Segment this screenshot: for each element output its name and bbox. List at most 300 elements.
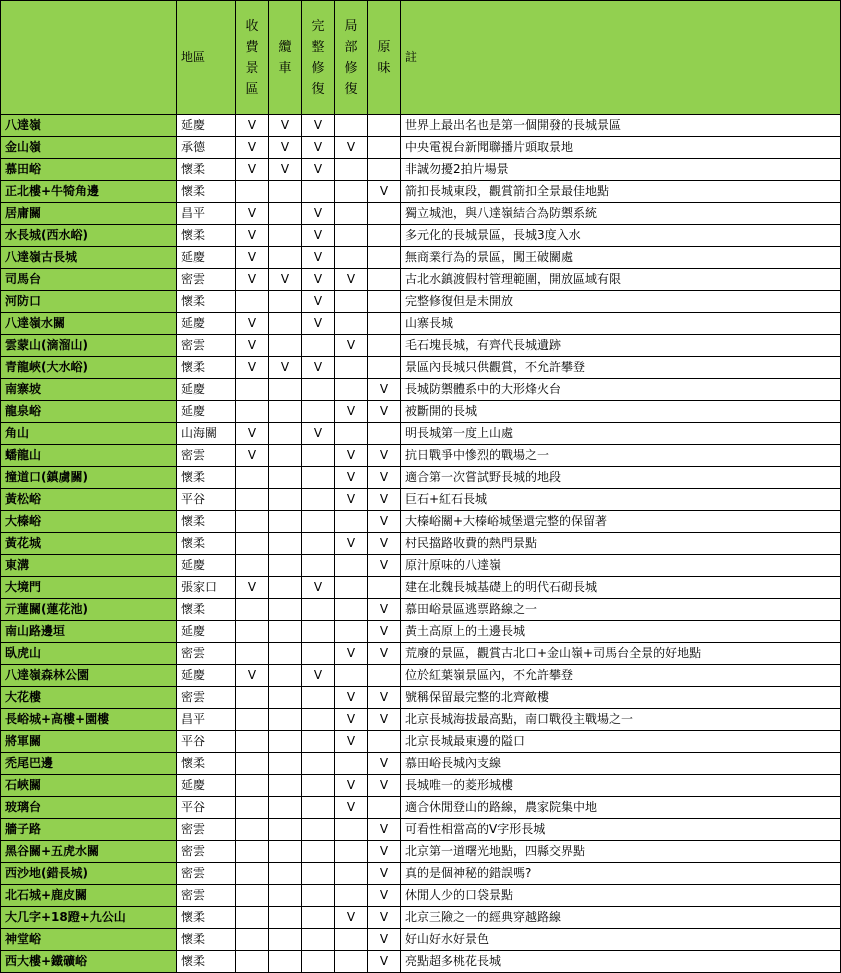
cell-original: V (368, 467, 401, 489)
cell-area: 密雲 (177, 863, 236, 885)
cell-name: 西大樓+鐵礦峪 (1, 951, 177, 973)
header-cable-label: 纜車 (278, 39, 292, 76)
cell-fee: V (236, 357, 269, 379)
cell-original: V (368, 687, 401, 709)
table-row (1, 269, 841, 291)
cell-note: 無商業行為的景區，闖王破關處 (401, 247, 841, 269)
cell-original (368, 423, 401, 445)
cell-partial (335, 885, 368, 907)
cell-name: 玻璃台 (1, 797, 177, 819)
table-row (1, 203, 841, 225)
header-name (1, 1, 177, 115)
cell-original (368, 797, 401, 819)
cell-restored (302, 555, 335, 577)
cell-area: 懷柔 (177, 291, 236, 313)
cell-area: 懷柔 (177, 929, 236, 951)
cell-cable (269, 841, 302, 863)
cell-original: V (368, 379, 401, 401)
cell-area: 延慶 (177, 313, 236, 335)
cell-area: 平谷 (177, 731, 236, 753)
cell-name: 黃松峪 (1, 489, 177, 511)
cell-partial (335, 313, 368, 335)
cell-area: 張家口 (177, 577, 236, 599)
cell-restored (302, 687, 335, 709)
cell-name: 大几字+18蹬+九公山 (1, 907, 177, 929)
cell-fee: V (236, 203, 269, 225)
cell-restored (302, 885, 335, 907)
cell-cable (269, 555, 302, 577)
cell-cable (269, 665, 302, 687)
table-row (1, 181, 841, 203)
cell-area: 延慶 (177, 665, 236, 687)
cell-fee: V (236, 159, 269, 181)
cell-fee (236, 907, 269, 929)
cell-note: 獨立城池，與八達嶺結合為防禦系統 (401, 203, 841, 225)
table-row (1, 225, 841, 247)
cell-name: 大榛峪 (1, 511, 177, 533)
cell-cable (269, 775, 302, 797)
cell-partial: V (335, 445, 368, 467)
cell-partial: V (335, 687, 368, 709)
cell-area: 延慶 (177, 247, 236, 269)
cell-fee: V (236, 577, 269, 599)
cell-note: 荒廢的景區，觀賞古北口+金山嶺+司馬台全景的好地點 (401, 643, 841, 665)
cell-original: V (368, 885, 401, 907)
cell-cable (269, 863, 302, 885)
cell-area: 密雲 (177, 885, 236, 907)
cell-note: 原汁原味的八達嶺 (401, 555, 841, 577)
cell-area: 延慶 (177, 775, 236, 797)
table-row (1, 929, 841, 951)
table-row (1, 137, 841, 159)
cell-area: 延慶 (177, 621, 236, 643)
cell-cable (269, 797, 302, 819)
cell-original (368, 577, 401, 599)
cell-restored (302, 753, 335, 775)
cell-fee: V (236, 445, 269, 467)
cell-original (368, 269, 401, 291)
table-row (1, 445, 841, 467)
cell-original: V (368, 621, 401, 643)
cell-restored (302, 951, 335, 973)
table-row (1, 841, 841, 863)
header-area: 地區 (177, 1, 236, 115)
cell-cable (269, 423, 302, 445)
cell-restored (302, 401, 335, 423)
cell-original: V (368, 951, 401, 973)
cell-original: V (368, 511, 401, 533)
cell-partial: V (335, 797, 368, 819)
cell-name: 居庸關 (1, 203, 177, 225)
cell-area: 懷柔 (177, 181, 236, 203)
cell-original: V (368, 643, 401, 665)
cell-restored (302, 863, 335, 885)
cell-restored (302, 731, 335, 753)
cell-cable (269, 225, 302, 247)
cell-restored: V (302, 577, 335, 599)
cell-note: 世界上最出名也是第一個開發的長城景區 (401, 115, 841, 137)
cell-note: 北京第一道曙光地點，四縣交界點 (401, 841, 841, 863)
header-partial-label: 局部修復 (344, 18, 358, 97)
table-row (1, 797, 841, 819)
cell-restored (302, 599, 335, 621)
cell-name: 正北樓+牛犄角邊 (1, 181, 177, 203)
cell-note: 大榛峪關+大榛峪城堡還完整的保留著 (401, 511, 841, 533)
cell-cable (269, 951, 302, 973)
cell-original (368, 731, 401, 753)
cell-cable (269, 687, 302, 709)
cell-original: V (368, 863, 401, 885)
cell-name: 青龍峽(大水峪) (1, 357, 177, 379)
cell-note: 休閒人少的口袋景點 (401, 885, 841, 907)
cell-note: 毛石塊長城，有齊代長城遺跡 (401, 335, 841, 357)
cell-fee (236, 467, 269, 489)
cell-area: 懷柔 (177, 599, 236, 621)
cell-cable (269, 709, 302, 731)
cell-area: 密雲 (177, 687, 236, 709)
cell-area: 延慶 (177, 555, 236, 577)
cell-cable (269, 731, 302, 753)
cell-fee (236, 643, 269, 665)
cell-original (368, 225, 401, 247)
cell-fee (236, 731, 269, 753)
cell-fee: V (236, 423, 269, 445)
cell-fee (236, 379, 269, 401)
cell-note: 完整修復但是未開放 (401, 291, 841, 313)
cell-name: 黑谷關+五虎水關 (1, 841, 177, 863)
header-restored-label: 完整修復 (311, 18, 325, 97)
cell-area: 懷柔 (177, 533, 236, 555)
cell-area: 平谷 (177, 489, 236, 511)
cell-original (368, 203, 401, 225)
cell-area: 懷柔 (177, 907, 236, 929)
cell-area: 懷柔 (177, 753, 236, 775)
cell-note: 建在北魏長城基礎上的明代石砌長城 (401, 577, 841, 599)
cell-area: 密雲 (177, 819, 236, 841)
cell-restored (302, 511, 335, 533)
table-row (1, 335, 841, 357)
cell-note: 非誠勿擾2拍片場景 (401, 159, 841, 181)
cell-note: 北京長城最東邊的隘口 (401, 731, 841, 753)
cell-name: 河防口 (1, 291, 177, 313)
cell-note: 北京三險之一的經典穿越路線 (401, 907, 841, 929)
cell-area: 密雲 (177, 643, 236, 665)
cell-name: 西沙地(錯長城) (1, 863, 177, 885)
cell-note: 真的是個神秘的錯誤嗎? (401, 863, 841, 885)
cell-restored: V (302, 225, 335, 247)
cell-fee (236, 291, 269, 313)
cell-partial (335, 225, 368, 247)
cell-restored (302, 819, 335, 841)
cell-cable (269, 203, 302, 225)
cell-cable: V (269, 269, 302, 291)
cell-partial (335, 203, 368, 225)
cell-partial (335, 929, 368, 951)
cell-name: 八達嶺古長城 (1, 247, 177, 269)
cell-note: 中央電視台新聞聯播片頭取景地 (401, 137, 841, 159)
cell-cable (269, 489, 302, 511)
cell-fee (236, 775, 269, 797)
cell-note: 長城防禦體系中的大形烽火台 (401, 379, 841, 401)
cell-original (368, 313, 401, 335)
cell-restored (302, 775, 335, 797)
cell-name: 神堂峪 (1, 929, 177, 951)
cell-restored: V (302, 203, 335, 225)
cell-name: 長峪城+高樓+園樓 (1, 709, 177, 731)
cell-restored (302, 621, 335, 643)
cell-partial (335, 599, 368, 621)
cell-partial (335, 159, 368, 181)
cell-partial: V (335, 489, 368, 511)
cell-name: 司馬台 (1, 269, 177, 291)
header-original (368, 1, 401, 115)
cell-note: 山寨長城 (401, 313, 841, 335)
cell-original: V (368, 181, 401, 203)
cell-note: 多元化的長城景區，長城3度入水 (401, 225, 841, 247)
cell-fee (236, 797, 269, 819)
cell-note: 抗日戰爭中慘烈的戰場之一 (401, 445, 841, 467)
cell-restored: V (302, 159, 335, 181)
cell-restored: V (302, 423, 335, 445)
cell-name: 慕田峪 (1, 159, 177, 181)
cell-partial (335, 511, 368, 533)
cell-cable (269, 643, 302, 665)
cell-cable (269, 599, 302, 621)
cell-name: 南寨坡 (1, 379, 177, 401)
cell-cable (269, 885, 302, 907)
cell-note: 好山好水好景色 (401, 929, 841, 951)
table-row (1, 313, 841, 335)
cell-fee (236, 599, 269, 621)
header-cable (269, 1, 302, 115)
cell-name: 八達嶺森林公園 (1, 665, 177, 687)
table-row (1, 533, 841, 555)
cell-name: 蟠龍山 (1, 445, 177, 467)
cell-fee: V (236, 225, 269, 247)
cell-name: 大花樓 (1, 687, 177, 709)
cell-original (368, 665, 401, 687)
cell-fee (236, 621, 269, 643)
cell-area: 懷柔 (177, 159, 236, 181)
cell-partial (335, 357, 368, 379)
cell-original: V (368, 445, 401, 467)
cell-restored (302, 379, 335, 401)
table-body (1, 115, 841, 973)
table-row (1, 665, 841, 687)
cell-original: V (368, 907, 401, 929)
cell-original (368, 137, 401, 159)
cell-original: V (368, 753, 401, 775)
cell-partial: V (335, 907, 368, 929)
cell-cable (269, 907, 302, 929)
table-row (1, 687, 841, 709)
cell-partial (335, 621, 368, 643)
cell-restored (302, 467, 335, 489)
cell-name: 龍泉峪 (1, 401, 177, 423)
cell-name: 雲蒙山(滴溜山) (1, 335, 177, 357)
cell-name: 角山 (1, 423, 177, 445)
cell-restored (302, 335, 335, 357)
cell-restored: V (302, 665, 335, 687)
table-row (1, 401, 841, 423)
table-row (1, 555, 841, 577)
cell-cable: V (269, 159, 302, 181)
cell-partial (335, 379, 368, 401)
cell-cable (269, 533, 302, 555)
cell-cable (269, 335, 302, 357)
cell-note: 亮點超多桃花長城 (401, 951, 841, 973)
cell-fee: V (236, 115, 269, 137)
cell-partial (335, 291, 368, 313)
cell-area: 密雲 (177, 841, 236, 863)
table-row (1, 357, 841, 379)
cell-original (368, 291, 401, 313)
cell-restored (302, 533, 335, 555)
cell-restored (302, 797, 335, 819)
cell-original: V (368, 709, 401, 731)
cell-note: 黃土高原上的土邊長城 (401, 621, 841, 643)
cell-name: 臥虎山 (1, 643, 177, 665)
cell-partial: V (335, 401, 368, 423)
cell-partial (335, 819, 368, 841)
cell-partial (335, 665, 368, 687)
cell-name: 撞道口(鎮虜關) (1, 467, 177, 489)
cell-cable (269, 247, 302, 269)
cell-restored (302, 489, 335, 511)
cell-cable (269, 577, 302, 599)
cell-restored: V (302, 291, 335, 313)
table-row (1, 621, 841, 643)
table-row (1, 863, 841, 885)
table-row (1, 775, 841, 797)
cell-name: 將軍關 (1, 731, 177, 753)
cell-area: 懷柔 (177, 467, 236, 489)
cell-fee: V (236, 665, 269, 687)
cell-partial (335, 115, 368, 137)
cell-restored (302, 445, 335, 467)
header-fee (236, 1, 269, 115)
cell-area: 山海關 (177, 423, 236, 445)
cell-original (368, 357, 401, 379)
cell-cable: V (269, 357, 302, 379)
cell-original (368, 335, 401, 357)
cell-cable (269, 621, 302, 643)
cell-restored: V (302, 269, 335, 291)
cell-name: 黃花城 (1, 533, 177, 555)
cell-restored: V (302, 313, 335, 335)
cell-name: 石峽關 (1, 775, 177, 797)
cell-note: 適合第一次嘗試野長城的地段 (401, 467, 841, 489)
cell-name: 水長城(西水峪) (1, 225, 177, 247)
header-note: 註 (401, 1, 841, 115)
cell-original (368, 247, 401, 269)
cell-restored (302, 907, 335, 929)
cell-name: 東溝 (1, 555, 177, 577)
cell-name: 北石城+鹿皮關 (1, 885, 177, 907)
cell-cable (269, 511, 302, 533)
cell-partial: V (335, 731, 368, 753)
cell-name: 八達嶺水關 (1, 313, 177, 335)
cell-restored (302, 181, 335, 203)
cell-note: 景區內長城只供觀賞，不允許攀登 (401, 357, 841, 379)
table-row (1, 379, 841, 401)
cell-cable: V (269, 115, 302, 137)
header-restored (302, 1, 335, 115)
table-row (1, 907, 841, 929)
cell-original: V (368, 401, 401, 423)
cell-name: 大境門 (1, 577, 177, 599)
cell-note: 位於紅葉嶺景區內，不允許攀登 (401, 665, 841, 687)
cell-restored (302, 841, 335, 863)
cell-area: 延慶 (177, 401, 236, 423)
cell-fee: V (236, 269, 269, 291)
cell-fee: V (236, 313, 269, 335)
header-original-label: 原味 (377, 39, 391, 76)
cell-partial (335, 863, 368, 885)
cell-fee (236, 687, 269, 709)
cell-name: 禿尾巴邊 (1, 753, 177, 775)
cell-original: V (368, 599, 401, 621)
cell-area: 密雲 (177, 269, 236, 291)
cell-fee (236, 489, 269, 511)
cell-fee (236, 885, 269, 907)
cell-area: 承德 (177, 137, 236, 159)
cell-fee (236, 819, 269, 841)
cell-fee (236, 511, 269, 533)
cell-partial: V (335, 775, 368, 797)
cell-area: 密雲 (177, 445, 236, 467)
cell-area: 昌平 (177, 709, 236, 731)
table-row (1, 489, 841, 511)
cell-area: 懷柔 (177, 357, 236, 379)
cell-partial (335, 951, 368, 973)
table-row (1, 753, 841, 775)
cell-partial: V (335, 467, 368, 489)
cell-note: 長城唯一的菱形城樓 (401, 775, 841, 797)
cell-note: 慕田峪長城內支線 (401, 753, 841, 775)
cell-area: 延慶 (177, 379, 236, 401)
table-row (1, 819, 841, 841)
cell-restored (302, 709, 335, 731)
cell-partial (335, 555, 368, 577)
cell-partial (335, 247, 368, 269)
cell-partial: V (335, 269, 368, 291)
cell-original: V (368, 841, 401, 863)
cell-original: V (368, 533, 401, 555)
table-row (1, 599, 841, 621)
cell-note: 北京長城海拔最高點，南口戰役主戰場之一 (401, 709, 841, 731)
cell-name: 牆子路 (1, 819, 177, 841)
cell-cable (269, 929, 302, 951)
table-row (1, 951, 841, 973)
table-row (1, 291, 841, 313)
header-partial (335, 1, 368, 115)
table-row (1, 511, 841, 533)
cell-partial: V (335, 137, 368, 159)
cell-fee (236, 555, 269, 577)
cell-note: 號稱保留最完整的北齊敵樓 (401, 687, 841, 709)
cell-fee (236, 709, 269, 731)
cell-note: 古北水鎮渡假村管理範圍，開放區域有限 (401, 269, 841, 291)
cell-restored: V (302, 137, 335, 159)
cell-original: V (368, 929, 401, 951)
cell-partial (335, 181, 368, 203)
table-row (1, 885, 841, 907)
cell-area: 密雲 (177, 335, 236, 357)
cell-partial: V (335, 533, 368, 555)
cell-restored: V (302, 115, 335, 137)
cell-partial: V (335, 643, 368, 665)
